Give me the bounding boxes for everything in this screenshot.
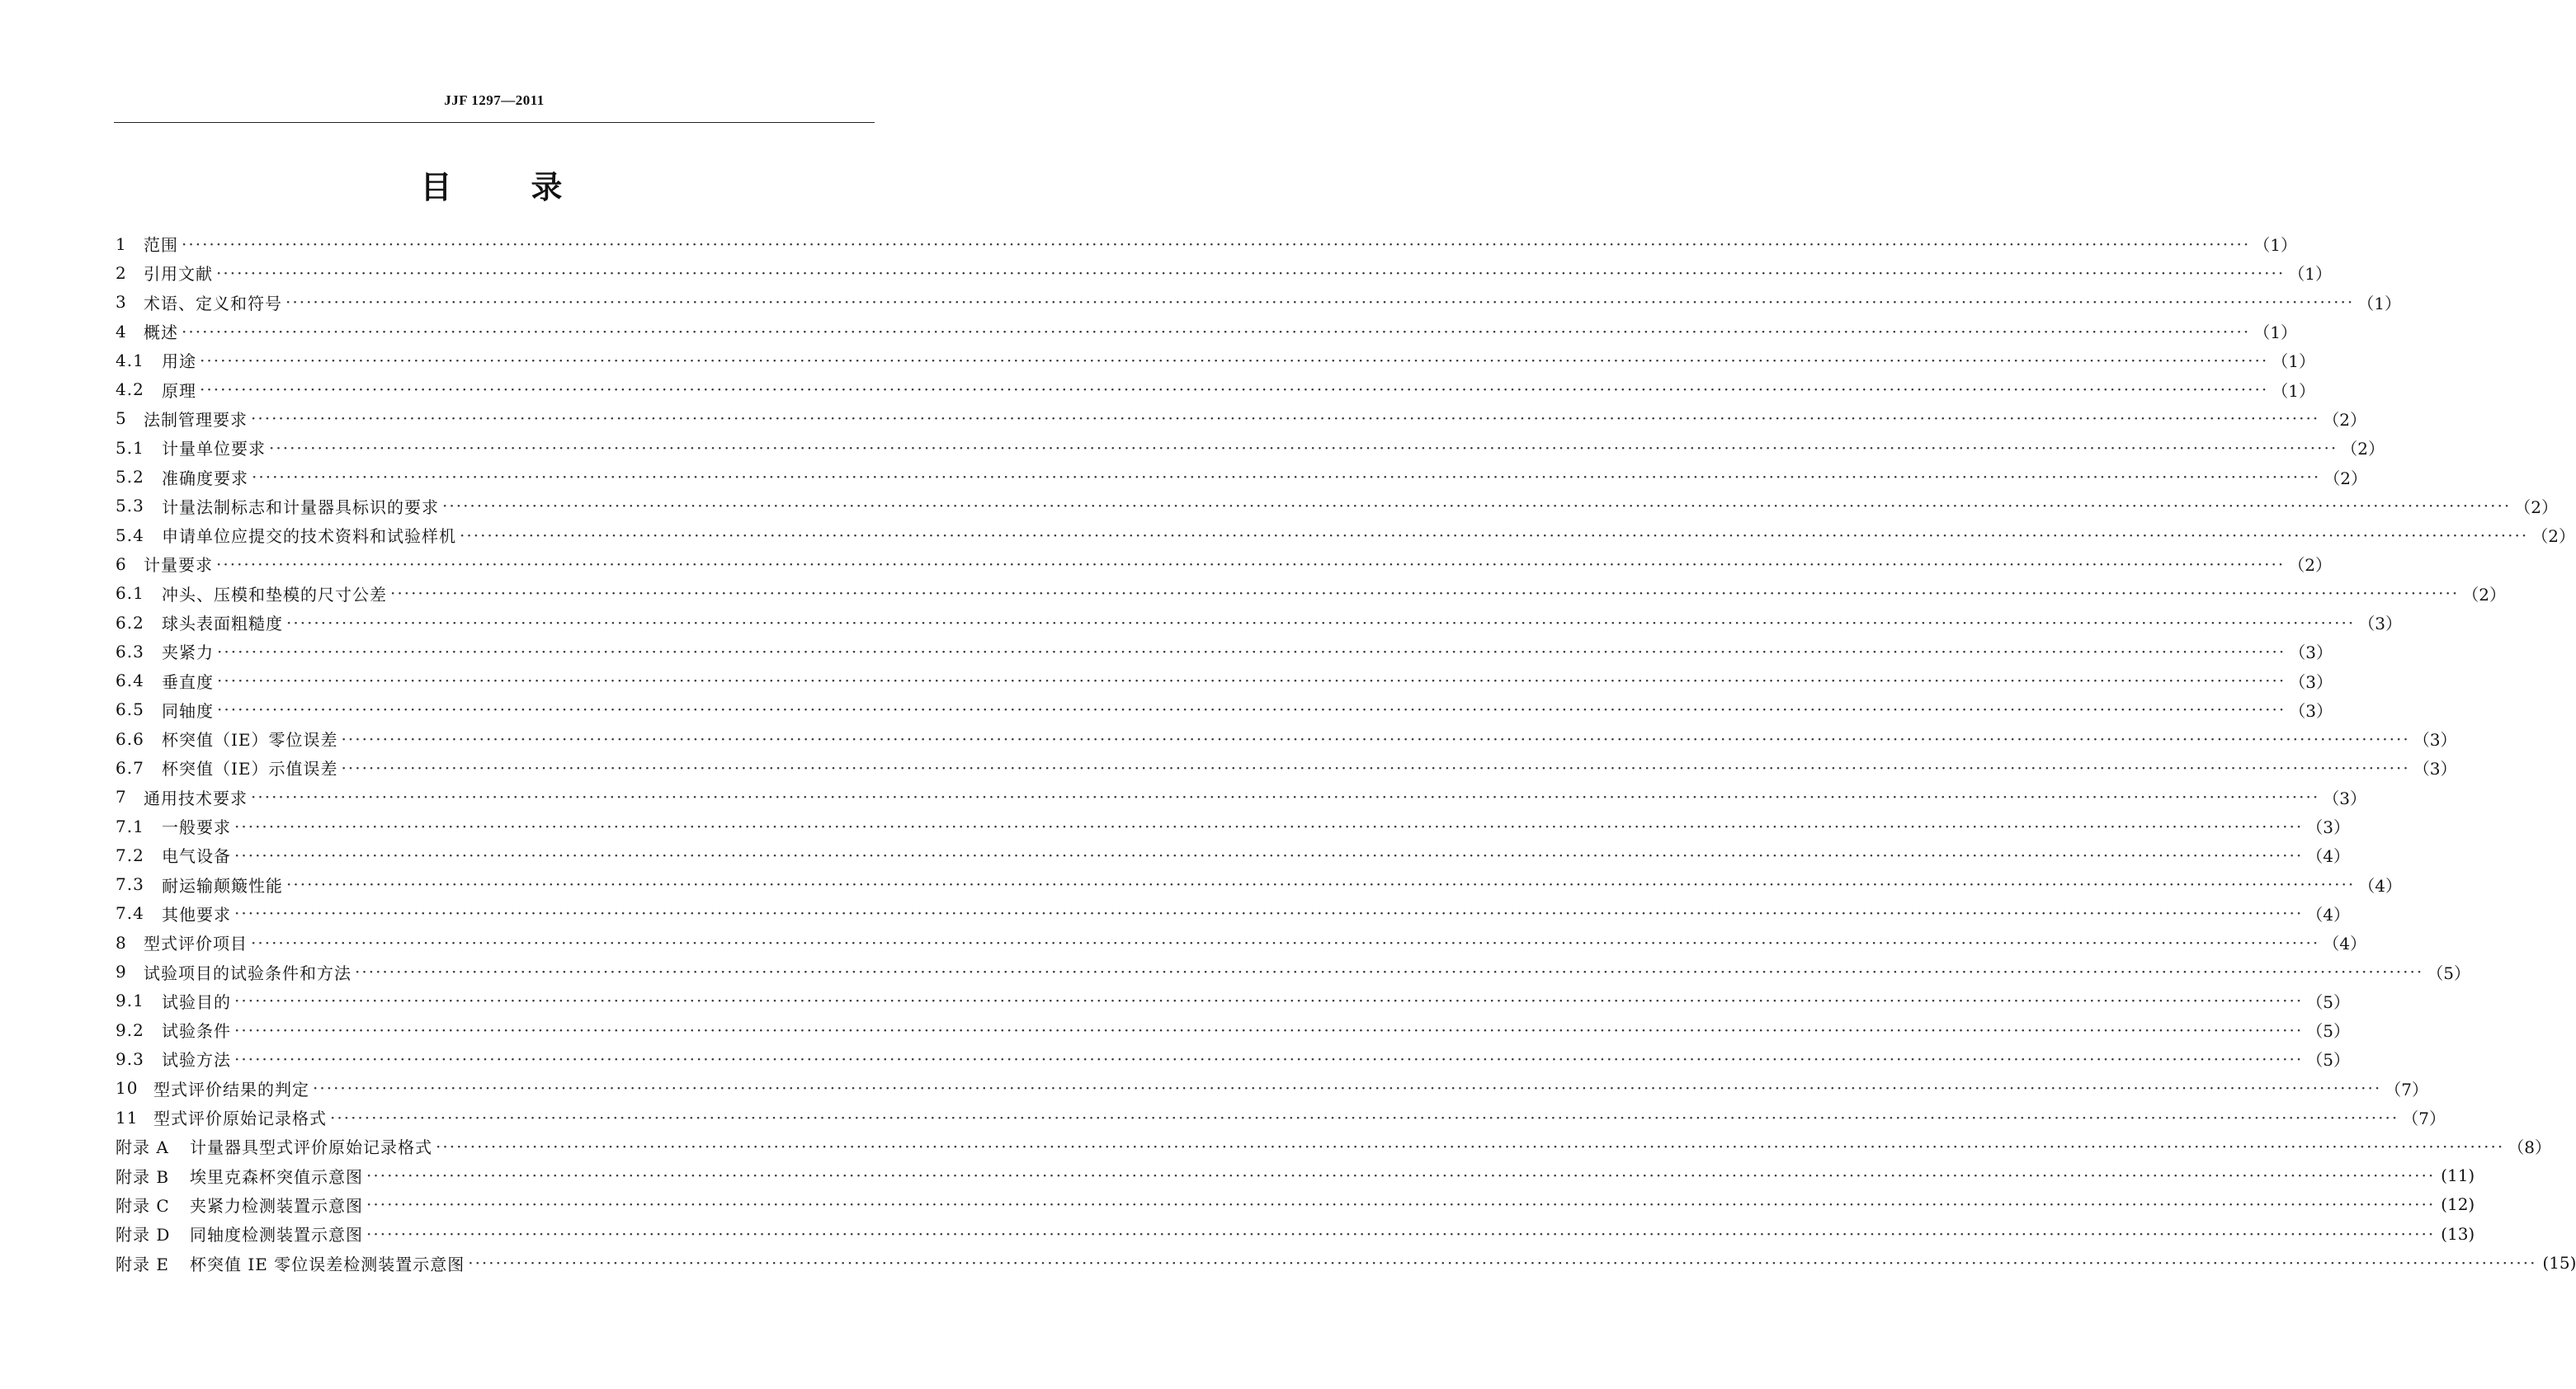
toc-entry-page: （4） [2358, 875, 2402, 896]
toc-entry-page: （4） [2306, 846, 2350, 867]
toc-entry-page: （3） [2289, 671, 2333, 692]
toc-entry-label: 垂直度 [162, 671, 214, 692]
toc-leader-dots: ············································································································································································································································································································ [234, 816, 2304, 836]
toc-entry[interactable] [116, 317, 2297, 346]
toc-entry-label: 耐运输颠簸性能 [162, 875, 283, 896]
toc-entry[interactable] [116, 1248, 2576, 1277]
toc-leader-dots: ············································································································································································································································································································ [216, 262, 2286, 283]
toc-entry-label: 法制管理要求 [144, 409, 248, 430]
toc-leader-dots: ············································································································································································································································································································ [341, 728, 2410, 749]
toc-entry-label: 计量要求 [144, 555, 213, 576]
toc-leader-dots: ············································································································································································································································································································ [286, 612, 2356, 633]
toc-entry-page: （5） [2306, 991, 2350, 1012]
toc-entry[interactable] [116, 608, 2402, 637]
toc-entry-number: 6 [116, 553, 127, 574]
toc-entry-page: （2） [2514, 497, 2558, 517]
toc-entry[interactable] [116, 1103, 2446, 1132]
toc-entry-number: 3 [116, 292, 127, 313]
toc-leader-dots: ············································································································································································································································································································ [251, 787, 2320, 808]
toc-entry-number: 9 [116, 962, 127, 982]
toc-entry-label: 试验项目的试验条件和方法 [144, 963, 351, 983]
toc-entry-number: 7.4 [116, 903, 144, 924]
toc-entry[interactable] [116, 840, 2350, 869]
toc-leader-dots: ············································································································································································································································································································ [366, 1165, 2436, 1186]
toc-entry-page: （3） [2413, 730, 2457, 751]
toc-entry-label: 电气设备 [162, 846, 231, 867]
table-of-contents [116, 229, 2576, 1278]
toc-entry-page: （2） [2288, 555, 2332, 576]
toc-entry-page: (11) [2441, 1165, 2475, 1186]
toc-entry-number: 2 [116, 262, 127, 283]
toc-entry-number: 11 [116, 1107, 139, 1128]
toc-entry-label: 概述 [144, 323, 178, 343]
toc-entry-number: 9.2 [116, 1019, 144, 1040]
toc-leader-dots: ············································································································································································································································································································ [366, 1194, 2436, 1215]
toc-entry-label: 同轴度检测装置示意图 [190, 1225, 363, 1245]
document-code-header: JJF 1297—2011 [444, 92, 545, 108]
toc-entry-page: （3） [2289, 700, 2333, 721]
toc-leader-dots: ············································································································································································································································································································ [355, 962, 2424, 982]
toc-entry-label: 术语、定义和符号 [144, 293, 282, 313]
toc-entry[interactable] [116, 520, 2575, 549]
toc-leader-dots: ············································································································································································································································································································ [436, 1136, 2505, 1156]
toc-entry[interactable] [116, 928, 2366, 957]
toc-entry-label: 申请单位应提交的技术资料和试验样机 [162, 526, 456, 547]
toc-entry[interactable] [116, 1219, 2475, 1248]
toc-leader-dots: ············································································································································································································································································································ [286, 874, 2356, 895]
toc-entry[interactable] [116, 462, 2367, 491]
toc-leader-dots: ············································································································································································································································································································ [234, 845, 2304, 865]
toc-entry-label: 型式评价原始记录格式 [153, 1109, 327, 1129]
toc-entry[interactable] [116, 229, 2297, 258]
toc-entry-page: （2） [2323, 409, 2366, 430]
page-title [0, 162, 983, 207]
toc-entry-number: 附录 E [116, 1254, 169, 1274]
toc-entry-page: （3） [2358, 614, 2402, 633]
toc-entry[interactable] [116, 986, 2350, 1015]
toc-entry-label: 型式评价结果的判定 [153, 1079, 309, 1099]
toc-entry[interactable] [116, 753, 2457, 782]
toc-entry-page: （5） [2306, 1050, 2350, 1071]
toc-entry-page: （7） [2402, 1109, 2446, 1129]
toc-entry-label: 同轴度 [162, 700, 214, 721]
toc-entry[interactable] [116, 1074, 2428, 1103]
toc-entry-number: 7.3 [116, 874, 144, 895]
toc-entry-number: 6.4 [116, 671, 144, 691]
toc-entry[interactable] [116, 492, 2558, 520]
toc-entry-label: 夹紧力检测装置示意图 [190, 1195, 363, 1216]
toc-leader-dots: ············································································································································································································································································································ [251, 932, 2320, 953]
toc-entry-page: （4） [2323, 934, 2366, 954]
toc-entry-number: 1 [116, 233, 127, 254]
toc-entry[interactable] [116, 433, 2385, 462]
toc-leader-dots: ············································································································································································································································································································ [217, 641, 2286, 662]
toc-entry[interactable] [116, 1132, 2551, 1161]
toc-entry[interactable] [116, 812, 2350, 840]
toc-entry-label: 原理 [162, 380, 196, 401]
toc-leader-dots: ············································································································································································································································································································ [251, 408, 2320, 429]
toc-leader-dots: ············································································································································································································································································································ [442, 496, 2512, 516]
toc-entry-page: （5） [2306, 1021, 2350, 1042]
toc-leader-dots: ············································································································································································································································································································ [341, 757, 2410, 778]
toc-leader-dots: ············································································································································································································································································································ [234, 1048, 2304, 1069]
toc-entry-number: 6.1 [116, 583, 144, 604]
toc-entry-page: （3） [2289, 643, 2333, 663]
toc-entry-page: （2） [2341, 439, 2385, 459]
toc-leader-dots: ············································································································································································································································································································ [468, 1253, 2537, 1274]
toc-entry[interactable] [116, 579, 2506, 608]
toc-entry-number: 4.2 [116, 379, 144, 400]
toc-entry-page: （1） [2253, 323, 2297, 343]
toc-entry-label: 杯突值（IE）示值误差 [162, 759, 338, 779]
toc-entry[interactable] [116, 1044, 2350, 1073]
toc-entry-page: （5） [2427, 963, 2470, 983]
toc-entry-number: 5.2 [116, 467, 144, 487]
toc-entry-number: 附录 B [116, 1166, 170, 1187]
toc-entry-label: 试验方法 [162, 1050, 231, 1071]
toc-entry-page: （3） [2323, 788, 2366, 808]
toc-leader-dots: ············································································································································································································································································································ [182, 321, 2251, 341]
toc-entry-label: 准确度要求 [162, 468, 248, 488]
toc-entry-page: （1） [2253, 235, 2297, 256]
toc-entry[interactable] [116, 258, 2332, 287]
toc-entry-label: 引用文献 [144, 264, 213, 285]
toc-entry-label: 范围 [144, 235, 178, 256]
toc-leader-dots: ············································································································································································································································································································ [285, 292, 2355, 313]
toc-entry-label: 其他要求 [162, 904, 231, 925]
toc-entry-label: 型式评价项目 [144, 934, 248, 954]
toc-entry-number: 6.2 [116, 612, 144, 633]
toc-entry-label: 杯突值 IE 零位误差检测装置示意图 [190, 1254, 465, 1274]
toc-entry-label: 用途 [162, 351, 196, 372]
toc-leader-dots: ············································································································································································································································································································ [234, 991, 2304, 1011]
toc-entry-number: 6.6 [116, 728, 144, 749]
toc-entry[interactable] [116, 695, 2333, 724]
toc-entry-page: （3） [2306, 817, 2350, 838]
toc-entry-label: 通用技术要求 [144, 788, 248, 808]
toc-entry[interactable] [116, 957, 2470, 986]
toc-entry-number: 5.3 [116, 496, 144, 516]
header-rule [114, 122, 875, 123]
toc-entry[interactable] [116, 288, 2401, 317]
toc-entry-label: 埃里克森杯突值示意图 [190, 1166, 363, 1187]
toc-leader-dots: ············································································································································································································································································································ [200, 350, 2269, 370]
toc-leader-dots: ············································································································································································································································································································ [216, 553, 2286, 574]
toc-entry[interactable] [116, 899, 2350, 928]
toc-entry[interactable] [116, 783, 2366, 812]
toc-leader-dots: ············································································································································································································································································································ [460, 525, 2529, 545]
toc-entry-number: 6.3 [116, 641, 144, 662]
toc-entry[interactable] [116, 1190, 2475, 1219]
toc-leader-dots: ············································································································································································································································································································ [390, 583, 2460, 604]
toc-leader-dots: ············································································································································································································································································································ [269, 437, 2338, 458]
toc-entry[interactable] [116, 870, 2402, 899]
toc-entry-number: 10 [116, 1078, 139, 1099]
toc-entry-number: 8 [116, 932, 127, 953]
toc-entry-page: （1） [2272, 351, 2315, 372]
toc-entry-page: (13) [2441, 1223, 2475, 1244]
toc-entry-page: （4） [2306, 904, 2350, 925]
toc-leader-dots: ············································································································································································································································································································ [200, 379, 2269, 400]
toc-entry-number: 9.3 [116, 1048, 144, 1069]
toc-entry-label: 计量单位要求 [162, 439, 266, 459]
toc-leader-dots: ············································································································································································································································································································ [252, 467, 2321, 487]
toc-entry[interactable] [116, 1015, 2350, 1044]
toc-leader-dots: ············································································································································································································································································································ [217, 671, 2286, 691]
toc-leader-dots: ············································································································································································································································································································ [217, 699, 2286, 720]
toc-entry-number: 9.1 [116, 991, 144, 1011]
toc-entry-page: （1） [2357, 293, 2401, 313]
toc-entry-number: 5 [116, 408, 127, 429]
toc-leader-dots: ············································································································································································································································································································ [234, 1019, 2304, 1040]
toc-entry-page: (15) [2542, 1253, 2576, 1274]
toc-entry-page: （3） [2413, 759, 2457, 779]
toc-entry-label: 试验目的 [162, 991, 231, 1012]
toc-entry[interactable] [116, 666, 2333, 694]
toc-entry[interactable] [116, 1161, 2475, 1190]
toc-entry-page: （8） [2508, 1137, 2551, 1158]
toc-entry-number: 7 [116, 787, 127, 808]
toc-entry-page: （2） [2531, 526, 2575, 547]
toc-leader-dots: ············································································································································································································································································································ [366, 1223, 2436, 1244]
toc-entry[interactable] [116, 346, 2315, 374]
toc-leader-dots: ············································································································································································································································································································ [234, 903, 2304, 924]
title-char-1: 目 [420, 169, 452, 205]
toc-entry-number: 4 [116, 321, 127, 341]
toc-entry-number: 附录 A [116, 1137, 169, 1158]
toc-entry[interactable] [116, 549, 2332, 578]
toc-entry-number: 5.1 [116, 437, 144, 458]
toc-entry-page: (12) [2441, 1194, 2475, 1215]
toc-entry-number: 5.4 [116, 525, 144, 545]
toc-entry-label: 夹紧力 [162, 643, 214, 663]
toc-entry[interactable] [116, 724, 2457, 753]
toc-entry-page: （1） [2288, 264, 2332, 285]
toc-entry-number: 7.2 [116, 845, 144, 865]
toc-entry-label: 一般要求 [162, 817, 231, 838]
toc-entry-label: 计量法制标志和计量器具标识的要求 [162, 497, 439, 517]
toc-entry-label: 杯突值（IE）零位误差 [162, 730, 338, 751]
toc-entry-label: 计量器具型式评价原始记录格式 [190, 1137, 432, 1158]
toc-entry-number: 6.7 [116, 757, 144, 778]
toc-entry-number: 4.1 [116, 350, 144, 370]
toc-entry-number: 附录 C [116, 1195, 170, 1216]
title-char-2: 录 [531, 169, 563, 205]
toc-entry-page: （1） [2272, 380, 2315, 401]
toc-entry-page: （2） [2462, 584, 2506, 605]
toc-entry-number: 7.1 [116, 816, 144, 836]
toc-leader-dots: ············································································································································································································································································································ [182, 233, 2251, 254]
toc-entry-label: 试验条件 [162, 1021, 231, 1042]
toc-entry[interactable] [116, 637, 2333, 666]
toc-entry[interactable] [116, 374, 2315, 403]
toc-entry-label: 冲头、压模和垫模的尺寸公差 [162, 584, 387, 605]
toc-entry-label: 球头表面粗糙度 [162, 614, 283, 633]
toc-entry-page: （7） [2385, 1079, 2428, 1099]
toc-leader-dots: ············································································································································································································································································································ [313, 1078, 2382, 1099]
toc-entry[interactable] [116, 404, 2366, 433]
toc-entry-page: （2） [2324, 468, 2367, 488]
toc-entry-number: 6.5 [116, 699, 144, 720]
toc-leader-dots: ············································································································································································································································································································ [330, 1107, 2399, 1128]
toc-entry-number: 附录 D [116, 1225, 171, 1245]
